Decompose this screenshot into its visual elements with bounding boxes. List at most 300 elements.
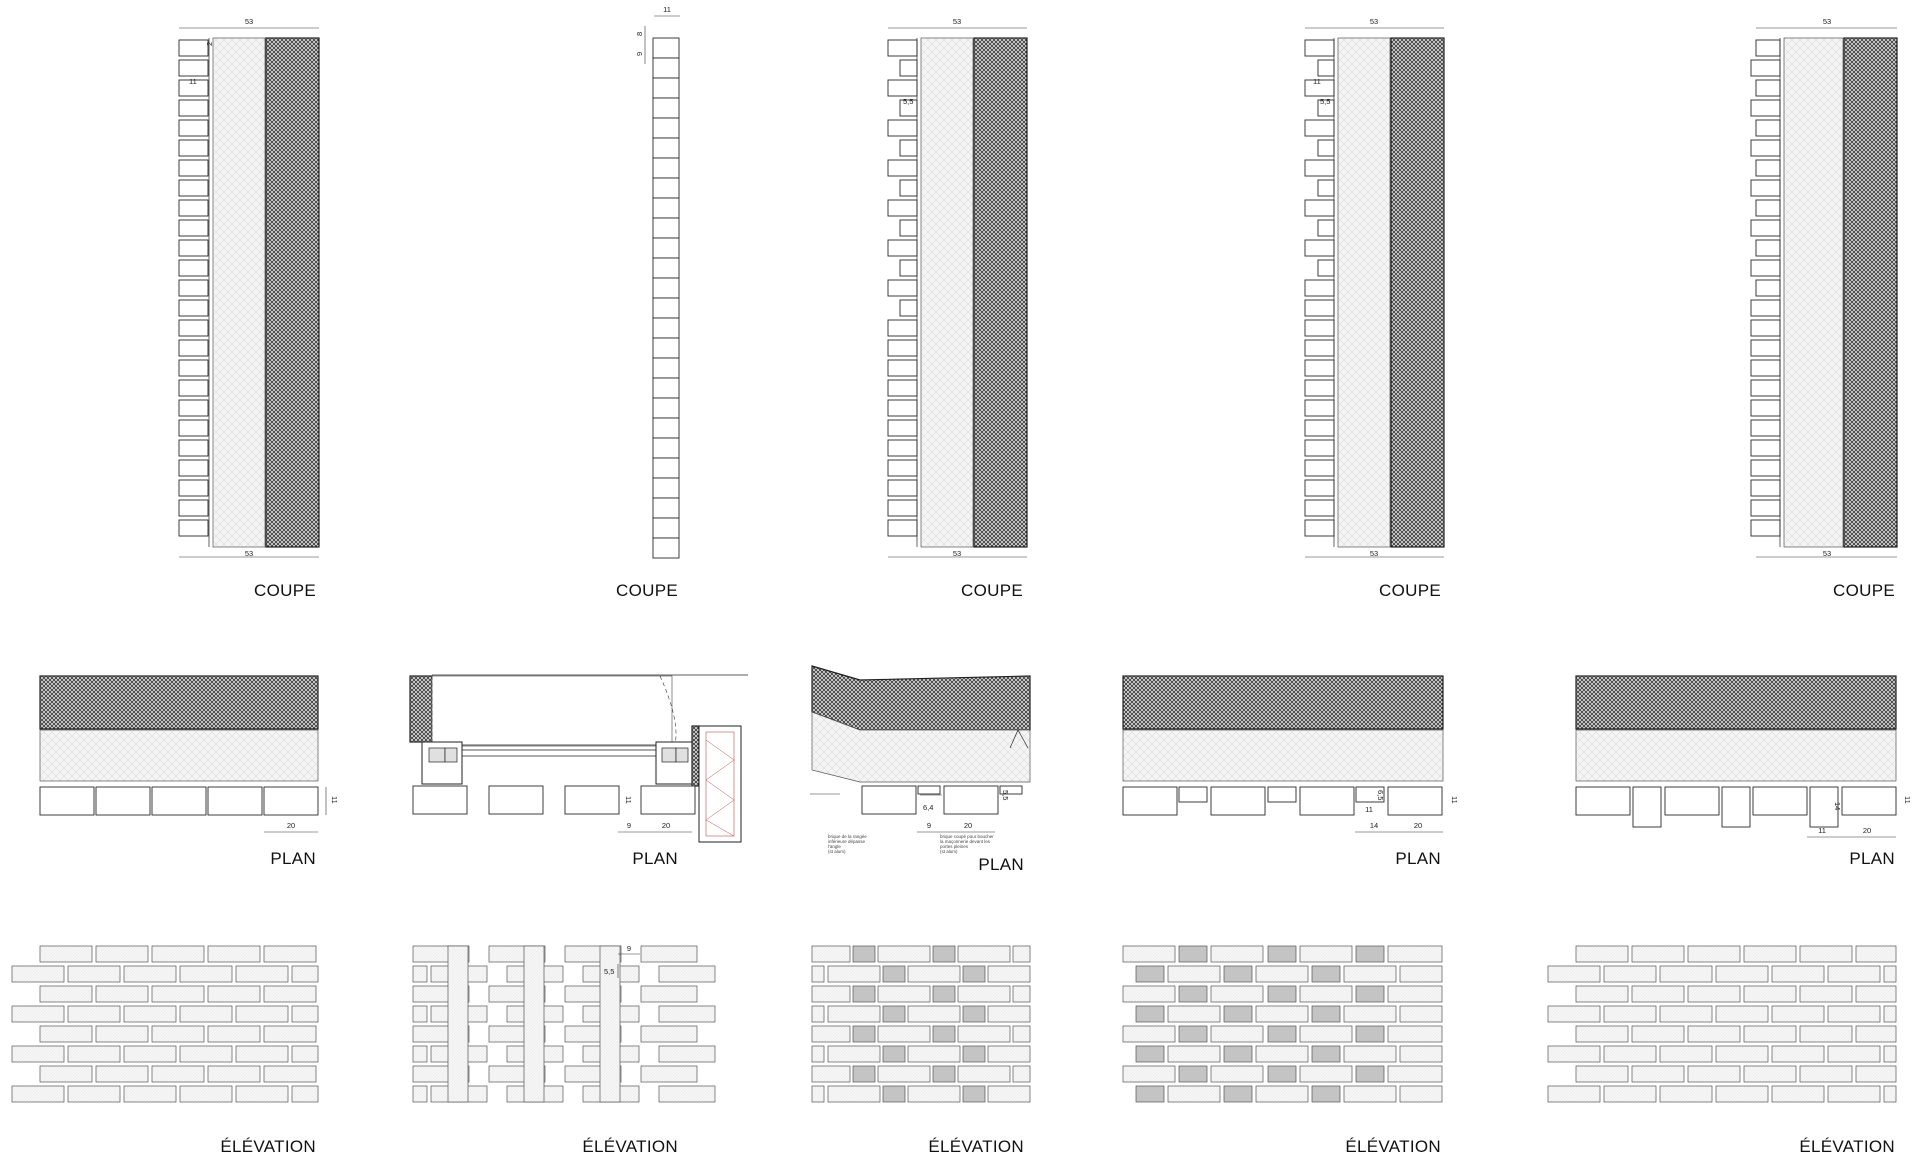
elevation-brick xyxy=(1604,966,1656,982)
section-brick xyxy=(888,440,917,456)
elevation-brick xyxy=(1388,986,1442,1002)
dim-label: 11 xyxy=(1450,796,1459,804)
elevation-col2-bricks xyxy=(413,946,715,1102)
plan-brick-recessed xyxy=(1179,787,1207,802)
elevation-brick xyxy=(1300,946,1352,962)
dim-label: 6,5 xyxy=(1376,790,1385,801)
elevation-brick xyxy=(958,946,1010,962)
dim-label: 5,5 xyxy=(604,967,615,976)
section-brick xyxy=(1305,120,1334,136)
section-brick-recessed xyxy=(1756,120,1780,136)
section-brick xyxy=(1305,460,1334,476)
section-brick xyxy=(1751,460,1780,476)
elevation-brick xyxy=(1604,1046,1656,1062)
elevation-brick-recessed xyxy=(1136,1006,1164,1022)
plan-col4-concrete xyxy=(1123,676,1443,729)
elevation-brick xyxy=(958,1026,1010,1042)
plan-brick xyxy=(152,787,206,815)
section-brick xyxy=(179,220,208,236)
elevation-brick xyxy=(1400,1006,1442,1022)
section-brick xyxy=(653,278,679,298)
section-brick xyxy=(179,40,208,56)
dim-label: 14 xyxy=(1369,821,1379,830)
elevation-brick xyxy=(1660,1046,1712,1062)
elevation-brick-recessed xyxy=(1136,1046,1164,1062)
elevation-brick xyxy=(413,1006,427,1022)
elevation-brick xyxy=(1344,1046,1396,1062)
section-brick xyxy=(653,78,679,98)
elevation-brick xyxy=(68,966,120,982)
elevation-brick-recessed xyxy=(933,1066,955,1082)
section-brick xyxy=(179,340,208,356)
section-brick xyxy=(888,40,917,56)
elevation-brick xyxy=(12,1006,64,1022)
elevation-brick xyxy=(292,966,318,982)
coupe-col4-bricks xyxy=(1305,40,1334,536)
elevation-brick xyxy=(1168,1046,1220,1062)
section-brick-recessed xyxy=(900,140,917,156)
elevation-brick xyxy=(124,966,176,982)
elevation-brick xyxy=(40,1066,92,1082)
section-brick xyxy=(1305,520,1334,536)
coupe-col5-concrete xyxy=(1844,38,1897,547)
elevation-brick xyxy=(1300,986,1352,1002)
elevation-brick-recessed xyxy=(883,1006,905,1022)
elevation-brick xyxy=(1688,1066,1740,1082)
elevation-brick-recessed xyxy=(1312,1006,1340,1022)
section-brick-recessed xyxy=(1318,140,1334,156)
section-brick xyxy=(1751,400,1780,416)
elevation-brick xyxy=(96,1026,148,1042)
section-brick xyxy=(653,478,679,498)
section-brick xyxy=(179,320,208,336)
section-brick xyxy=(1305,40,1334,56)
coupe-col1-dim-top xyxy=(179,17,319,28)
section-brick xyxy=(1305,380,1334,396)
elevation-brick xyxy=(1344,1006,1396,1022)
plan-brick xyxy=(208,787,262,815)
elevation-brick xyxy=(1744,946,1796,962)
plan-col2-return-wall xyxy=(699,726,741,842)
section-brick xyxy=(653,358,679,378)
elevation-brick-recessed xyxy=(1179,1026,1207,1042)
elevation-brick xyxy=(180,966,232,982)
section-brick xyxy=(179,420,208,436)
elevation-col4 xyxy=(1123,946,1442,1156)
section-brick xyxy=(179,380,208,396)
dim-label: 11 xyxy=(189,77,197,86)
elevation-brick xyxy=(1828,1046,1880,1062)
elevation-brick xyxy=(1168,1086,1220,1102)
elevation-brick xyxy=(908,1046,960,1062)
section-brick-recessed xyxy=(900,300,917,316)
elevation-brick xyxy=(1772,1086,1824,1102)
elevation-brick xyxy=(1123,1066,1175,1082)
elevation-brick xyxy=(152,1026,204,1042)
elevation-brick xyxy=(1400,1086,1442,1102)
section-brick xyxy=(179,180,208,196)
section-brick xyxy=(179,240,208,256)
section-brick xyxy=(888,120,917,136)
note-line: brique de la rangée xyxy=(828,834,867,839)
elevation-brick xyxy=(1211,1026,1263,1042)
plan-title-1: PLAN xyxy=(270,849,316,868)
section-brick xyxy=(179,500,208,516)
elevation-brick xyxy=(40,946,92,962)
coupe-col3-bricks xyxy=(888,40,917,536)
elevation-brick xyxy=(292,1046,318,1062)
section-brick-recessed xyxy=(1756,200,1780,216)
elevation-brick-recessed xyxy=(1136,966,1164,982)
section-brick xyxy=(179,520,208,536)
elevation-brick xyxy=(641,986,697,1002)
section-brick xyxy=(653,538,679,558)
elevation-brick xyxy=(1123,1026,1175,1042)
section-brick xyxy=(1751,520,1780,536)
elevation-brick xyxy=(180,1046,232,1062)
elevation-brick-recessed xyxy=(883,1046,905,1062)
section-brick-recessed xyxy=(1318,220,1334,236)
plan-brick xyxy=(1123,787,1177,815)
section-brick xyxy=(1305,340,1334,356)
elevation-brick xyxy=(828,966,880,982)
elevation-brick-recessed xyxy=(1356,986,1384,1002)
coupe-col1-insulation xyxy=(213,38,265,547)
section-brick xyxy=(179,140,208,156)
section-brick xyxy=(179,460,208,476)
elevation-brick xyxy=(12,966,64,982)
coupe-col5-insulation xyxy=(1784,38,1843,547)
elevation-col3-bricks xyxy=(812,946,1030,1102)
elevation-brick xyxy=(908,1006,960,1022)
elevation-brick xyxy=(68,1046,120,1062)
dim-label: 11 xyxy=(1313,77,1321,86)
dim-label: 11 xyxy=(1903,796,1912,804)
elevation-brick xyxy=(1856,1026,1896,1042)
elevation-brick xyxy=(264,946,316,962)
dim-label: 11 xyxy=(330,796,339,804)
coupe-col1 xyxy=(179,17,319,600)
elevation-brick xyxy=(264,986,316,1002)
section-brick xyxy=(888,400,917,416)
plan-col2 xyxy=(410,675,748,868)
section-brick xyxy=(888,360,917,376)
elevation-brick xyxy=(1013,1066,1030,1082)
elevation-brick xyxy=(1256,1006,1308,1022)
dim-label: 9 xyxy=(626,821,632,830)
section-brick xyxy=(653,338,679,358)
elevation-brick-recessed xyxy=(1179,986,1207,1002)
section-brick xyxy=(888,380,917,396)
section-brick-recessed xyxy=(900,220,917,236)
section-brick xyxy=(179,160,208,176)
elevation-brick xyxy=(1168,966,1220,982)
plan-col5-concrete xyxy=(1576,676,1896,729)
plan-col2-opening xyxy=(432,676,672,746)
coupe-col3-insulation xyxy=(921,38,973,547)
section-brick xyxy=(179,280,208,296)
elevation-brick xyxy=(1344,1086,1396,1102)
dim-label: 20 xyxy=(661,821,671,830)
dim-label: 20 xyxy=(1413,821,1423,830)
elevation-brick xyxy=(1576,1026,1628,1042)
section-brick xyxy=(1751,440,1780,456)
elevation-col5 xyxy=(1548,946,1896,1156)
elevation-brick xyxy=(152,1066,204,1082)
elevation-brick xyxy=(1660,1086,1712,1102)
elevation-brick xyxy=(12,1046,64,1062)
section-brick xyxy=(888,320,917,336)
dim-label: 53 xyxy=(1822,549,1832,558)
elevation-brick xyxy=(1576,946,1628,962)
elevation-brick xyxy=(1548,1006,1600,1022)
elevation-brick xyxy=(1256,966,1308,982)
section-brick xyxy=(888,460,917,476)
elevation-brick xyxy=(264,1066,316,1082)
elevation-col1-bricks xyxy=(12,946,318,1102)
elevation-brick xyxy=(878,946,930,962)
elevation-brick-recessed xyxy=(963,1046,985,1062)
section-brick xyxy=(888,240,917,256)
elevation-brick xyxy=(812,1026,850,1042)
section-brick xyxy=(888,420,917,436)
elevation-brick xyxy=(40,1026,92,1042)
elevation-brick-recessed xyxy=(1224,1006,1252,1022)
plan-brick xyxy=(1211,787,1265,815)
note-line: la maçonnerie devant les xyxy=(940,839,991,844)
note-line: portes pleines xyxy=(940,844,969,849)
plan-col1-bricks xyxy=(40,787,318,815)
elevation-brick xyxy=(1013,986,1030,1002)
plan-col5-insulation xyxy=(1576,730,1896,781)
coupe-title-3: COUPE xyxy=(961,581,1023,600)
elevation-brick xyxy=(413,1046,427,1062)
elevation-brick-recessed xyxy=(1268,1026,1296,1042)
dim-label: 53 xyxy=(244,549,254,558)
plan-col2-jamb xyxy=(692,726,699,786)
dim-label: 53 xyxy=(244,17,254,26)
elevation-brick xyxy=(1211,946,1263,962)
elevation-brick xyxy=(1800,1066,1852,1082)
section-brick xyxy=(1305,280,1334,296)
elevation-brick xyxy=(1660,1006,1712,1022)
elevation-brick xyxy=(812,1066,850,1082)
section-brick xyxy=(653,518,679,538)
elevation-brick xyxy=(1800,1026,1852,1042)
plan-brick xyxy=(1300,787,1354,815)
plan-col3-bricks xyxy=(862,786,1022,814)
elevation-brick-recessed xyxy=(1356,1066,1384,1082)
elevation-brick xyxy=(958,986,1010,1002)
plan-col3-note-a xyxy=(828,834,867,854)
elevation-brick xyxy=(12,1086,64,1102)
elevation-brick xyxy=(641,1026,697,1042)
elevation-brick xyxy=(659,1006,715,1022)
elevation-title-5: ÉLÉVATION xyxy=(1799,1137,1895,1156)
elevation-brick xyxy=(1013,1026,1030,1042)
section-brick xyxy=(653,178,679,198)
elevation-title-4: ÉLÉVATION xyxy=(1345,1137,1441,1156)
dim-label: 11 xyxy=(1365,805,1373,814)
section-brick xyxy=(653,318,679,338)
section-brick xyxy=(1751,260,1780,276)
plan-brick xyxy=(1842,787,1896,815)
elevation-brick-recessed xyxy=(1224,966,1252,982)
section-brick xyxy=(1305,200,1334,216)
elevation-brick xyxy=(812,1006,824,1022)
section-brick xyxy=(1751,500,1780,516)
section-brick xyxy=(1751,60,1780,76)
plan-col1 xyxy=(40,676,339,868)
section-brick xyxy=(888,200,917,216)
coupe-col3 xyxy=(888,17,1027,600)
elevation-brick xyxy=(908,966,960,982)
dim-label: 53 xyxy=(952,549,962,558)
dim-label: 5,5 xyxy=(1320,97,1331,106)
elevation-brick xyxy=(1344,966,1396,982)
section-brick xyxy=(653,98,679,118)
coupe-title-4: COUPE xyxy=(1379,581,1441,600)
elevation-brick xyxy=(1123,986,1175,1002)
coupe-col4 xyxy=(1305,17,1444,600)
plan-col4-insulation xyxy=(1123,730,1443,781)
section-brick xyxy=(1751,300,1780,316)
plan-col2-concrete xyxy=(410,676,432,742)
elevation-brick xyxy=(96,986,148,1002)
plan-title-4: PLAN xyxy=(1395,849,1441,868)
plan-brick xyxy=(1665,787,1719,815)
elevation-brick xyxy=(1856,946,1896,962)
section-brick-recessed xyxy=(1318,180,1334,196)
elevation-brick xyxy=(878,986,930,1002)
section-brick xyxy=(1305,500,1334,516)
elevation-brick xyxy=(1400,1046,1442,1062)
elevation-brick xyxy=(236,1086,288,1102)
elevation-brick xyxy=(1772,966,1824,982)
coupe-col4-insulation xyxy=(1338,38,1390,547)
dim-label: 11 xyxy=(1818,826,1826,835)
section-brick xyxy=(179,480,208,496)
section-brick xyxy=(179,300,208,316)
section-brick xyxy=(1751,140,1780,156)
plan-brick xyxy=(1388,787,1442,815)
elevation-brick xyxy=(812,966,824,982)
section-brick xyxy=(653,158,679,178)
plan-col3-note-b xyxy=(940,834,994,854)
section-brick-recessed xyxy=(1318,60,1334,76)
elevation-col2 xyxy=(413,944,715,1156)
plan-brick xyxy=(918,786,940,794)
dim-label: 20 xyxy=(286,821,296,830)
dim-label: 11 xyxy=(624,796,633,804)
dim-label: 8 xyxy=(635,31,644,36)
plan-brick xyxy=(862,786,916,814)
section-brick xyxy=(653,118,679,138)
elevation-brick xyxy=(1744,1066,1796,1082)
plan-title-5: PLAN xyxy=(1849,849,1895,868)
elevation-brick-recessed xyxy=(853,1066,875,1082)
elevation-brick xyxy=(1828,1006,1880,1022)
elevation-brick xyxy=(1744,1026,1796,1042)
elevation-title-3: ÉLÉVATION xyxy=(928,1137,1024,1156)
plan-col1-insulation xyxy=(40,730,318,781)
section-brick xyxy=(1305,300,1334,316)
elevation-brick xyxy=(1688,986,1740,1002)
elevation-brick xyxy=(1856,986,1896,1002)
elevation-brick xyxy=(152,946,204,962)
section-brick-recessed xyxy=(1756,40,1780,56)
section-brick xyxy=(1751,480,1780,496)
section-brick xyxy=(1751,180,1780,196)
elevation-brick-recessed xyxy=(1224,1086,1252,1102)
section-brick xyxy=(1751,220,1780,236)
elevation-brick-recessed xyxy=(853,946,875,962)
elevation-brick xyxy=(828,1046,880,1062)
elevation-brick-recessed xyxy=(933,986,955,1002)
elevation-brick xyxy=(1300,1026,1352,1042)
plan-brick xyxy=(264,787,318,815)
plan-title-2: PLAN xyxy=(632,849,678,868)
elevation-brick-recessed xyxy=(1312,1046,1340,1062)
dim-label: 11 xyxy=(663,5,671,14)
elevation-brick xyxy=(40,986,92,1002)
elevation-brick xyxy=(988,1086,1030,1102)
section-brick xyxy=(653,378,679,398)
elevation-brick xyxy=(1576,986,1628,1002)
elevation-brick xyxy=(1548,1046,1600,1062)
dim-label: 53 xyxy=(1369,549,1379,558)
elevation-brick xyxy=(1716,1046,1768,1062)
elevation-brick xyxy=(124,1086,176,1102)
elevation-brick xyxy=(1884,1086,1896,1102)
dim-label: 20 xyxy=(1862,826,1872,835)
elevation-brick-recessed xyxy=(1312,1086,1340,1102)
elevation-brick xyxy=(1772,1006,1824,1022)
coupe-title-2: COUPE xyxy=(616,581,678,600)
elevation-brick xyxy=(1716,1006,1768,1022)
elevation-brick xyxy=(1800,986,1852,1002)
elevation-brick xyxy=(1211,986,1263,1002)
elevation-brick xyxy=(828,1086,880,1102)
elevation-brick xyxy=(413,966,427,982)
section-brick xyxy=(653,38,679,58)
plan-brick xyxy=(489,786,543,814)
elevation-col5-bricks xyxy=(1548,946,1896,1102)
elevation-brick-recessed xyxy=(883,966,905,982)
elevation-brick xyxy=(124,1006,176,1022)
coupe-title-1: COUPE xyxy=(254,581,316,600)
elevation-col3 xyxy=(812,946,1030,1156)
elevation-brick xyxy=(1772,1046,1824,1062)
elevation-brick xyxy=(1256,1046,1308,1062)
section-brick-recessed xyxy=(900,260,917,276)
elevation-brick xyxy=(1884,966,1896,982)
plan-col5-bricks xyxy=(1576,787,1896,827)
elevation-brick xyxy=(1604,1086,1656,1102)
section-brick xyxy=(1305,160,1334,176)
section-brick xyxy=(1751,360,1780,376)
plan-col3 xyxy=(810,666,1030,874)
section-brick-recessed xyxy=(900,60,917,76)
plan-brick xyxy=(565,786,619,814)
elevation-brick xyxy=(1400,966,1442,982)
elevation-brick xyxy=(1716,966,1768,982)
elevation-brick xyxy=(1548,1086,1600,1102)
elevation-brick xyxy=(1884,1006,1896,1022)
section-brick xyxy=(1751,380,1780,396)
elevation-col1 xyxy=(12,946,318,1156)
section-brick xyxy=(653,458,679,478)
